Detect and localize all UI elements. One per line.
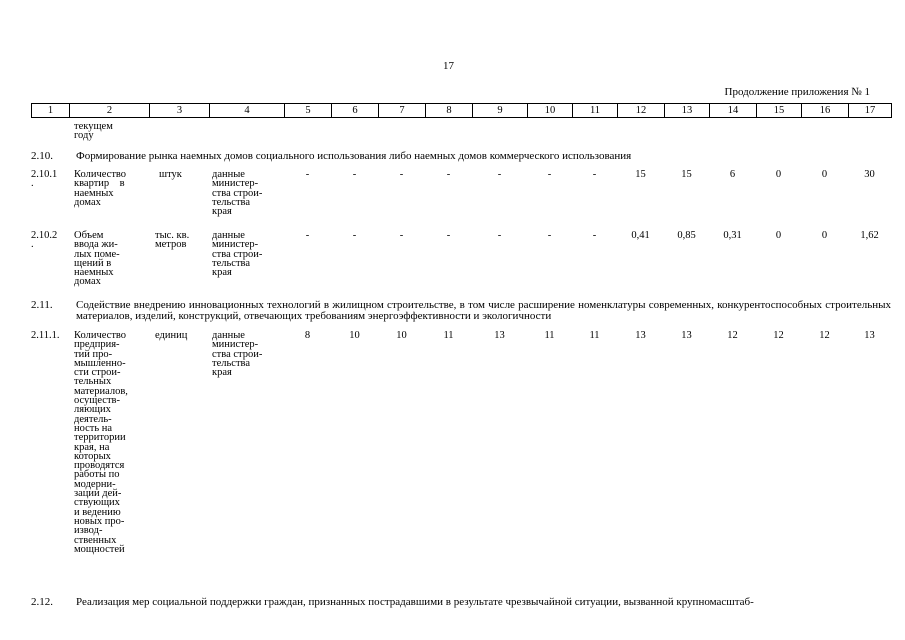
section-code: 2.12. <box>31 596 53 608</box>
col-header: 4 <box>210 104 285 118</box>
section-code: 2.10. <box>31 150 53 162</box>
value-cell: 13 <box>494 330 505 341</box>
value-cell: 0 <box>775 230 782 241</box>
value-cell: 0 <box>775 169 782 180</box>
value-cell: 15 <box>681 169 692 180</box>
row-name-fragment: текущем году <box>74 121 113 142</box>
row-code: 2.11.1. <box>31 330 60 341</box>
value-cell: - <box>497 230 502 241</box>
value-cell: - <box>497 169 502 180</box>
page-number: 17 <box>443 60 454 72</box>
row-name: Объем ввода жи- лых поме- щений в наемных домах <box>74 230 120 288</box>
value-cell: - <box>399 230 404 241</box>
col-header: 17 <box>849 104 892 118</box>
value-cell: 10 <box>349 330 360 341</box>
col-header: 13 <box>665 104 710 118</box>
value-cell: - <box>446 169 451 180</box>
col-header: 16 <box>802 104 849 118</box>
value-cell: 11 <box>589 330 600 341</box>
row-unit: единиц <box>155 330 188 341</box>
row-source: данные министер- ства строи- тельства края <box>212 330 263 379</box>
value-cell: 0 <box>821 169 828 180</box>
value-cell: 0 <box>821 230 828 241</box>
value-cell: - <box>592 230 597 241</box>
value-cell: - <box>399 169 404 180</box>
value-cell: 13 <box>681 330 692 341</box>
value-cell: 12 <box>819 330 830 341</box>
section-code: 2.11. <box>31 299 53 311</box>
col-header: 6 <box>332 104 379 118</box>
value-cell: - <box>305 230 310 241</box>
col-header: 10 <box>528 104 573 118</box>
value-cell: 1,62 <box>860 230 879 241</box>
value-cell: - <box>352 230 357 241</box>
value-cell: - <box>592 169 597 180</box>
value-cell: 0,41 <box>631 230 650 241</box>
value-cell: 12 <box>773 330 784 341</box>
col-header: 9 <box>473 104 528 118</box>
col-header: 11 <box>573 104 618 118</box>
row-code: 2.10.2 . <box>31 230 58 251</box>
value-cell: 0,85 <box>677 230 696 241</box>
column-header-row <box>31 103 892 118</box>
row-unit: штук <box>159 169 182 180</box>
section-text: Содействие внедрению инновационных технологий в жилищном строительстве, в том числе расширение номенклатуры современных, конкурентоспособных строительных материалов, изделий, конструкций, отвечающих требованиям энергоэффективности и экологичности <box>76 299 891 322</box>
row-code: 2.10.1 . <box>31 169 58 190</box>
row-name: Количество квартир в наемных домах <box>74 169 127 208</box>
value-cell: 11 <box>544 330 555 341</box>
col-header: 5 <box>285 104 332 118</box>
row-name: Количество предприя- тий про- мышленно- сти строи- тельных материалов, осуществ- ляющих деятель- ность на территории края, на которых проводятся работы по модерни- зации дей- ствующих и ведению новых про- извод- ственных мощностей <box>74 330 128 555</box>
col-header: 2 <box>70 104 150 118</box>
col-header: 15 <box>757 104 802 118</box>
col-header: 12 <box>618 104 665 118</box>
row-unit: тыс. кв. метров <box>155 230 190 251</box>
row-source: данные министер- ства строи- тельства края <box>212 169 263 218</box>
col-header: 7 <box>379 104 426 118</box>
value-cell: 11 <box>443 330 454 341</box>
value-cell: 12 <box>727 330 738 341</box>
continuation-note: Продолжение приложения № 1 <box>724 86 870 98</box>
col-header: 14 <box>710 104 757 118</box>
value-cell: 13 <box>635 330 646 341</box>
value-cell: 30 <box>864 169 875 180</box>
col-header: 8 <box>426 104 473 118</box>
value-cell: 15 <box>635 169 646 180</box>
row-source: данные министер- ства строи- тельства края <box>212 230 263 279</box>
section-text: Реализация мер социальной поддержки граждан, признанных пострадавшими в результате чрезвычайной ситуации, вызванной крупномасштаб- <box>76 596 754 608</box>
value-cell: - <box>305 169 310 180</box>
value-cell: - <box>547 169 552 180</box>
section-text: Формирование рынка наемных домов социального использования либо наемных домов коммерческого использования <box>76 150 632 162</box>
value-cell: - <box>547 230 552 241</box>
value-cell: 0,31 <box>723 230 742 241</box>
value-cell: 13 <box>864 330 875 341</box>
value-cell: - <box>352 169 357 180</box>
value-cell: 6 <box>729 169 736 180</box>
value-cell: - <box>446 230 451 241</box>
col-header: 1 <box>32 104 70 118</box>
value-cell: 8 <box>304 330 311 341</box>
col-header: 3 <box>150 104 210 118</box>
value-cell: 10 <box>396 330 407 341</box>
